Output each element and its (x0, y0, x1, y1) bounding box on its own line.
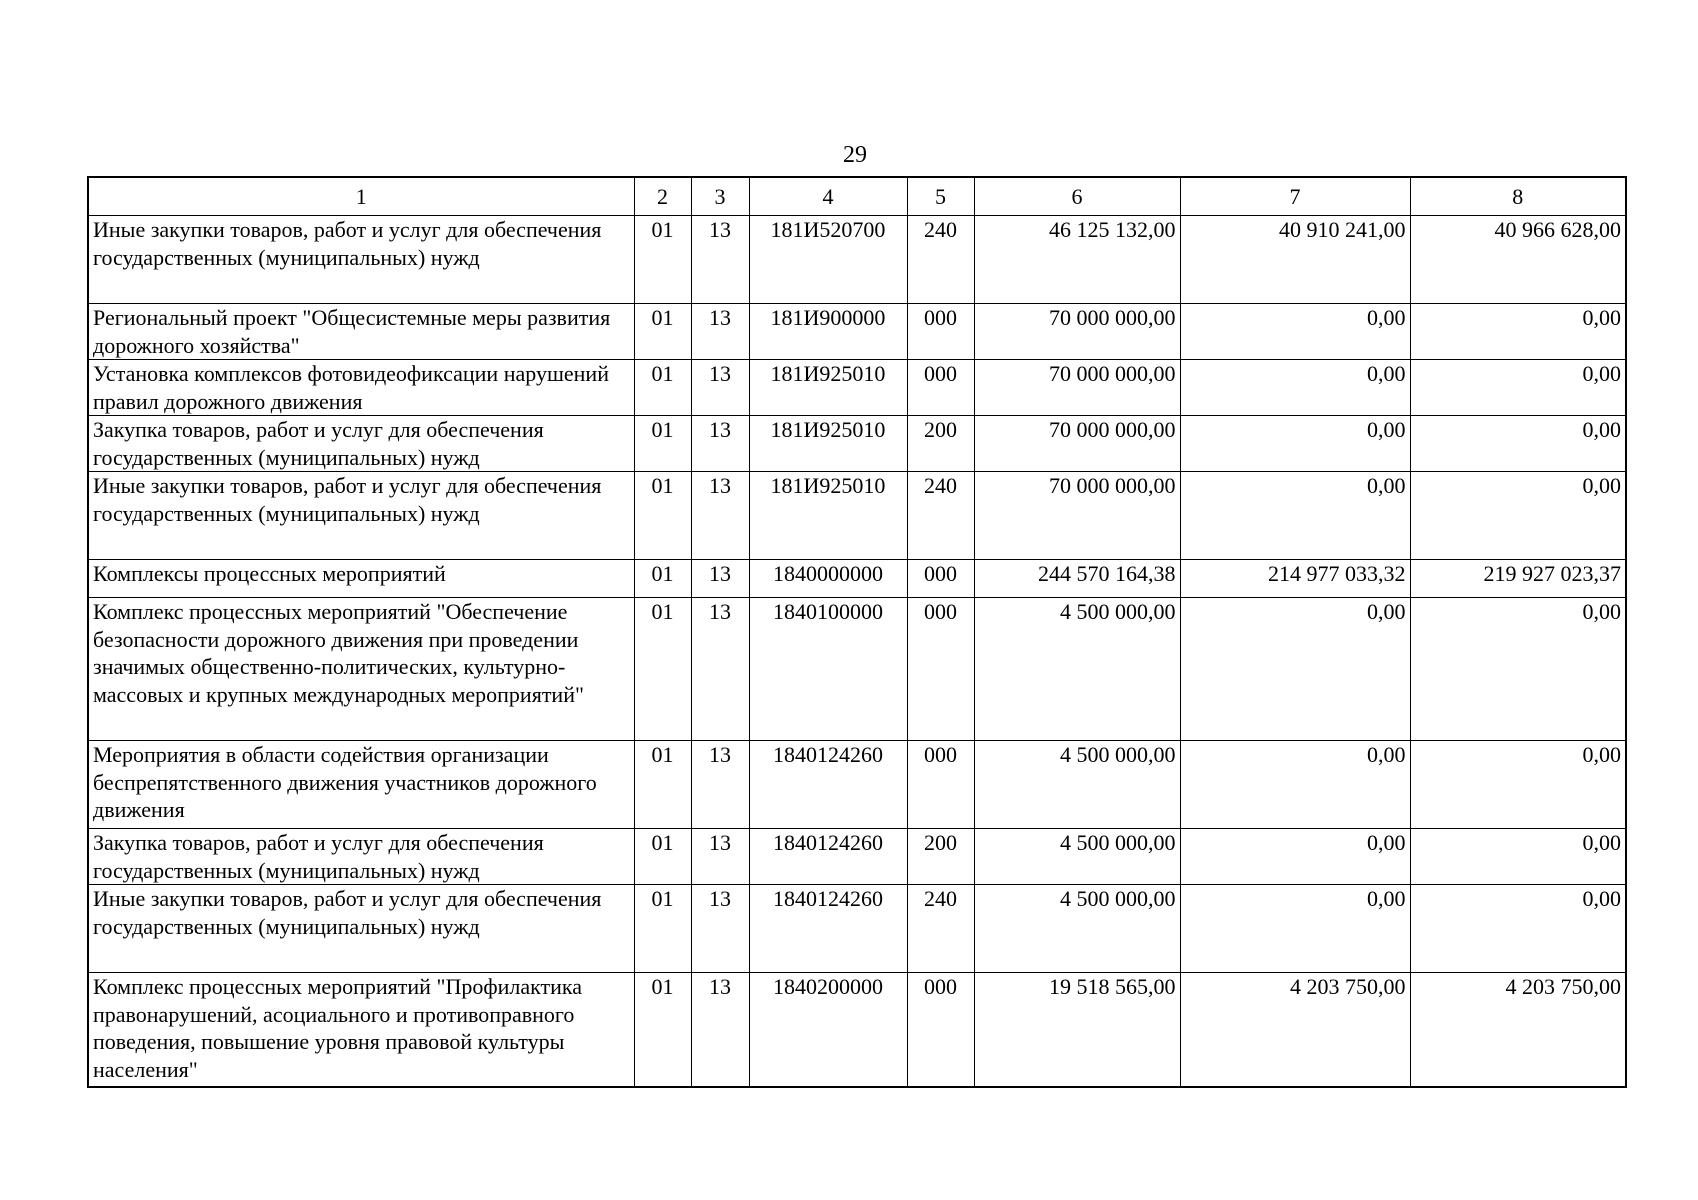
row-amount-col7-cell: 0,00 (1180, 741, 1410, 829)
row-section-cell: 01 (634, 885, 691, 973)
row-amount-col6-cell: 70 000 000,00 (974, 360, 1180, 416)
row-name-cell: Закупка товаров, работ и услуг для обеспечения государственных (муниципальных) нужд (88, 416, 634, 472)
table-row (88, 973, 1626, 1087)
header-cell-8: 8 (1410, 177, 1626, 216)
row-section-cell: 01 (634, 472, 691, 560)
row-expense-type-cell: 240 (907, 216, 974, 304)
row-amount-col6-cell: 19 518 565,00 (974, 973, 1180, 1087)
row-amount-col8-cell: 219 927 023,37 (1410, 560, 1626, 598)
row-section-cell: 01 (634, 216, 691, 304)
row-expense-type-cell: 000 (907, 360, 974, 416)
row-subsection-cell: 13 (691, 598, 749, 741)
row-amount-col6-cell: 70 000 000,00 (974, 304, 1180, 360)
row-section-cell: 01 (634, 598, 691, 741)
table-row (88, 416, 1626, 472)
table-row (88, 741, 1626, 829)
row-amount-col8-cell: 0,00 (1410, 829, 1626, 885)
row-amount-col7-cell: 4 203 750,00 (1180, 973, 1410, 1087)
row-amount-col8-cell: 0,00 (1410, 741, 1626, 829)
row-amount-col7-cell: 0,00 (1180, 472, 1410, 560)
header-cell-4: 4 (749, 177, 907, 216)
row-amount-col6-cell: 4 500 000,00 (974, 741, 1180, 829)
table-row (88, 216, 1626, 304)
row-amount-col7-cell: 0,00 (1180, 416, 1410, 472)
row-expense-type-cell: 000 (907, 598, 974, 741)
row-expense-type-cell: 200 (907, 416, 974, 472)
row-subsection-cell: 13 (691, 360, 749, 416)
row-amount-col6-cell: 4 500 000,00 (974, 598, 1180, 741)
row-expense-type-cell: 000 (907, 741, 974, 829)
row-subsection-cell: 13 (691, 885, 749, 973)
row-subsection-cell: 13 (691, 472, 749, 560)
row-subsection-cell: 13 (691, 304, 749, 360)
row-amount-col7-cell: 214 977 033,32 (1180, 560, 1410, 598)
row-name-cell: Закупка товаров, работ и услуг для обеспечения государственных (муниципальных) нужд (88, 829, 634, 885)
row-amount-col6-cell: 244 570 164,38 (974, 560, 1180, 598)
row-section-cell: 01 (634, 304, 691, 360)
row-expense-type-cell: 240 (907, 885, 974, 973)
budget-table (87, 176, 1627, 1088)
row-subsection-cell: 13 (691, 741, 749, 829)
row-target-article-cell: 181И520700 (749, 216, 907, 304)
row-expense-type-cell: 000 (907, 304, 974, 360)
row-target-article-cell: 1840124260 (749, 829, 907, 885)
row-amount-col6-cell: 4 500 000,00 (974, 885, 1180, 973)
table-row (88, 885, 1626, 973)
row-section-cell: 01 (634, 560, 691, 598)
row-amount-col8-cell: 0,00 (1410, 598, 1626, 741)
row-amount-col8-cell: 4 203 750,00 (1410, 973, 1626, 1087)
row-subsection-cell: 13 (691, 973, 749, 1087)
row-subsection-cell: 13 (691, 829, 749, 885)
table-row (88, 560, 1626, 598)
row-name-cell: Мероприятия в области содействия организации беспрепятственного движения участников дорожного движения (88, 741, 634, 829)
header-row (88, 177, 1626, 216)
row-amount-col8-cell: 0,00 (1410, 885, 1626, 973)
row-target-article-cell: 1840200000 (749, 973, 907, 1087)
row-section-cell: 01 (634, 829, 691, 885)
row-name-cell: Комплекс процессных мероприятий "Профилактика правонарушений, асоциального и противоправного поведения, повышение уровня правовой культуры населения" (88, 973, 634, 1087)
row-amount-col8-cell: 0,00 (1410, 472, 1626, 560)
header-cell-1: 1 (88, 177, 634, 216)
table-row (88, 360, 1626, 416)
row-amount-col7-cell: 0,00 (1180, 829, 1410, 885)
row-target-article-cell: 181И900000 (749, 304, 907, 360)
row-target-article-cell: 1840000000 (749, 560, 907, 598)
row-amount-col7-cell: 0,00 (1180, 304, 1410, 360)
row-amount-col6-cell: 46 125 132,00 (974, 216, 1180, 304)
row-name-cell: Региональный проект "Общесистемные меры развития дорожного хозяйства" (88, 304, 634, 360)
row-target-article-cell: 1840124260 (749, 885, 907, 973)
row-amount-col8-cell: 40 966 628,00 (1410, 216, 1626, 304)
row-amount-col7-cell: 0,00 (1180, 360, 1410, 416)
row-target-article-cell: 181И925010 (749, 472, 907, 560)
row-name-cell: Комплексы процессных мероприятий (88, 560, 634, 598)
row-expense-type-cell: 000 (907, 973, 974, 1087)
row-amount-col6-cell: 70 000 000,00 (974, 416, 1180, 472)
header-cell-6: 6 (974, 177, 1180, 216)
row-section-cell: 01 (634, 741, 691, 829)
row-target-article-cell: 181И925010 (749, 416, 907, 472)
header-cell-3: 3 (691, 177, 749, 216)
row-amount-col7-cell: 0,00 (1180, 885, 1410, 973)
row-name-cell: Комплекс процессных мероприятий "Обеспечение безопасности дорожного движения при проведении значимых общественно-политических, культурно-массовых и крупных международных мероприятий" (88, 598, 634, 741)
header-cell-7: 7 (1180, 177, 1410, 216)
row-section-cell: 01 (634, 360, 691, 416)
row-target-article-cell: 1840100000 (749, 598, 907, 741)
header-cell-5: 5 (907, 177, 974, 216)
row-amount-col7-cell: 40 910 241,00 (1180, 216, 1410, 304)
row-expense-type-cell: 200 (907, 829, 974, 885)
row-expense-type-cell: 000 (907, 560, 974, 598)
table-row (88, 472, 1626, 560)
row-name-cell: Иные закупки товаров, работ и услуг для обеспечения государственных (муниципальных) нужд (88, 885, 634, 973)
row-amount-col8-cell: 0,00 (1410, 416, 1626, 472)
row-name-cell: Установка комплексов фотовидеофиксации нарушений правил дорожного движения (88, 360, 634, 416)
row-section-cell: 01 (634, 416, 691, 472)
header-cell-2: 2 (634, 177, 691, 216)
row-amount-col6-cell: 4 500 000,00 (974, 829, 1180, 885)
table-row (88, 829, 1626, 885)
table-row (88, 598, 1626, 741)
row-expense-type-cell: 240 (907, 472, 974, 560)
row-subsection-cell: 13 (691, 560, 749, 598)
row-name-cell: Иные закупки товаров, работ и услуг для обеспечения государственных (муниципальных) нужд (88, 472, 634, 560)
row-subsection-cell: 13 (691, 216, 749, 304)
row-target-article-cell: 181И925010 (749, 360, 907, 416)
row-target-article-cell: 1840124260 (749, 741, 907, 829)
row-amount-col7-cell: 0,00 (1180, 598, 1410, 741)
table-row (88, 304, 1626, 360)
row-section-cell: 01 (634, 973, 691, 1087)
row-subsection-cell: 13 (691, 416, 749, 472)
row-amount-col8-cell: 0,00 (1410, 304, 1626, 360)
row-amount-col8-cell: 0,00 (1410, 360, 1626, 416)
page-number: 29 (843, 142, 867, 168)
row-name-cell: Иные закупки товаров, работ и услуг для обеспечения государственных (муниципальных) нужд (88, 216, 634, 304)
row-amount-col6-cell: 70 000 000,00 (974, 472, 1180, 560)
